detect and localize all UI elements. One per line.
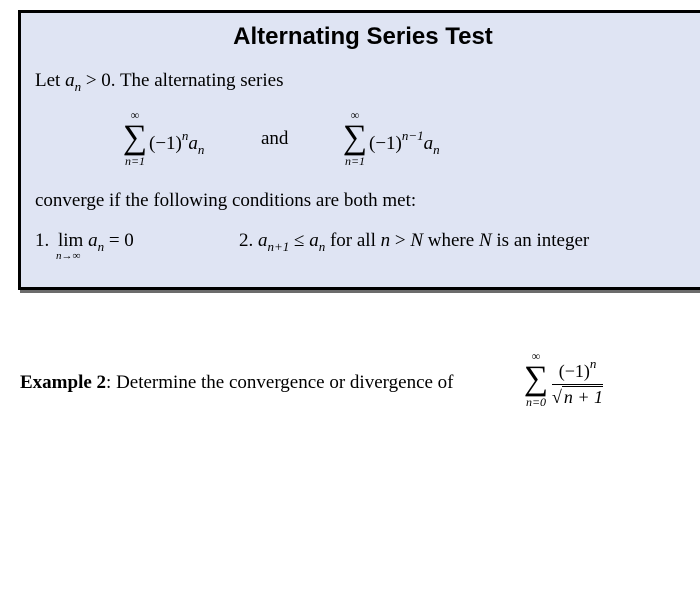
cond2-var2-sub: n — [318, 239, 326, 254]
intro-var: a — [65, 70, 75, 91]
sum2-base: (−1) — [369, 133, 402, 154]
sum2-term — [369, 128, 440, 158]
sum2-upper: ∞ — [350, 108, 360, 122]
cond2-N2: N — [478, 230, 492, 251]
example-text: Determine the convergence or divergence of — [111, 372, 454, 393]
example-numerator — [552, 356, 603, 385]
sum1-a-sub: n — [197, 142, 205, 157]
cond1-var: a — [88, 230, 98, 251]
cond2-text3: is an integer — [491, 230, 590, 251]
sum1-a: a — [188, 133, 198, 154]
example-sum-lower: n=0 — [525, 395, 547, 409]
sigma-symbol-example: ∑ — [523, 360, 549, 397]
example-sigma — [516, 350, 556, 408]
intro-suffix: The alternating series — [115, 70, 284, 91]
example-sum-upper: ∞ — [531, 349, 541, 363]
example-num-base: (−1) — [558, 361, 590, 381]
cond1-lim-sub: n→∞ — [56, 250, 81, 262]
sum1-term — [149, 128, 204, 158]
cond2-relation: ≤ — [289, 230, 310, 251]
condition-2 — [239, 230, 589, 255]
cond2-var: a — [258, 230, 268, 251]
cond2-gt: > — [390, 230, 411, 251]
cond2-text2: where — [423, 230, 479, 251]
cond1-limit — [56, 230, 84, 262]
sqrt-icon: √ — [552, 387, 562, 407]
sum1-exp: n — [181, 128, 189, 143]
cond2-N: N — [410, 230, 424, 251]
example-fraction — [552, 356, 603, 408]
example-colon: : — [106, 372, 112, 393]
and-word: and — [261, 128, 289, 149]
sum1-upper: ∞ — [130, 108, 140, 122]
cond2-text1: for all — [325, 230, 381, 251]
theorem-box — [18, 10, 700, 290]
example-label: Example 2 — [20, 372, 107, 393]
cond2-number: 2. — [239, 230, 254, 251]
theorem-title: Alternating Series Test — [233, 23, 493, 50]
sum2-lower: n=1 — [344, 154, 366, 168]
sum2-exp: n−1 — [401, 128, 424, 143]
intro-line — [35, 70, 284, 95]
sum2-a: a — [423, 133, 434, 154]
cond1-lim-word: lim — [58, 230, 84, 251]
cond1-number: 1. — [35, 230, 50, 251]
sum1-base: (−1) — [149, 133, 182, 154]
cond2-n: n — [380, 230, 391, 251]
sum1-lower: n=1 — [124, 154, 146, 168]
sum2-a-sub: n — [433, 142, 440, 157]
cond1-var-sub: n — [97, 239, 105, 254]
cond1-relation: = 0 — [104, 230, 134, 251]
condition-1 — [35, 230, 134, 262]
example-num-exp: n — [589, 356, 597, 371]
example-line — [20, 372, 454, 394]
example-denominator — [552, 385, 603, 408]
intro-relation: > 0. — [81, 70, 116, 91]
converge-text: converge if the following conditions are both met: — [35, 190, 417, 211]
cond2-var-sub: n+1 — [267, 239, 290, 254]
intro-var-sub: n — [74, 79, 82, 94]
example-denominator-radicand: n + 1 — [563, 387, 604, 407]
cond2-var2: a — [309, 230, 319, 251]
sigma-symbol-2: ∑ — [342, 119, 368, 156]
intro-prefix: Let — [35, 70, 66, 91]
sigma-symbol-1: ∑ — [122, 119, 148, 156]
